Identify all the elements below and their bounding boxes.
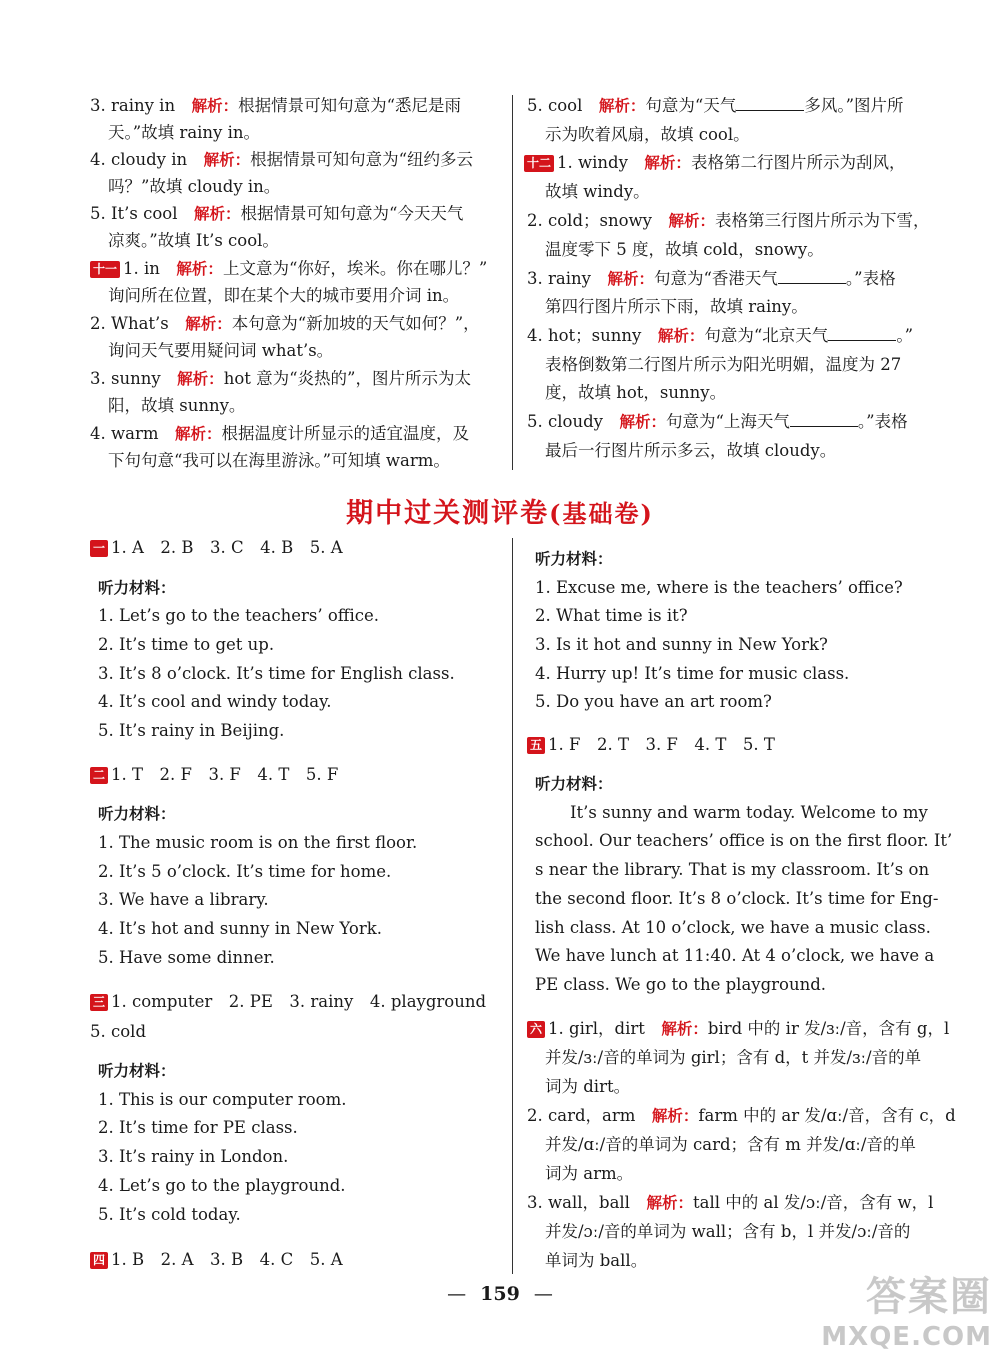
body-text: 上文意为“你好，埃米。你在哪儿？”: [222, 259, 488, 278]
answer-text: 3. rainy in: [90, 96, 176, 115]
text-line: [527, 734, 775, 756]
body-text: 根据情景可知句意为“纽约多云: [250, 150, 474, 169]
body-text: 2. It’s time to get up.: [98, 635, 275, 654]
analysis-label: 解析：: [644, 154, 691, 172]
body-text: 本句意为“新加坡的天气如何？”，: [231, 314, 480, 333]
answer-text: 3. rainy: [527, 269, 591, 288]
listening-material-heading: 听力材料：: [98, 579, 176, 597]
text-line: [90, 95, 461, 117]
body-text: school. Our teachers’ office is on the first floor. It’: [535, 831, 953, 850]
text-line: [527, 325, 913, 347]
spacer: [630, 1193, 647, 1212]
spacer: [169, 314, 186, 333]
body-text: 吗？”故填 cloudy in。: [108, 177, 281, 196]
listening-material-heading: 听力材料：: [98, 1062, 176, 1080]
text-line: [98, 889, 269, 911]
body-text: 2. It’s time for PE class.: [98, 1118, 298, 1137]
text-line: [535, 945, 934, 967]
analysis-label: 解析：: [646, 1194, 693, 1212]
text-line: [527, 1105, 956, 1127]
body-text: 2. What time is it?: [535, 606, 688, 625]
body-text: 凉爽。”故填 It’s cool。: [108, 231, 279, 250]
text-line: [545, 1076, 630, 1098]
answer-text: 2. What’s: [90, 314, 169, 333]
text-line: [98, 1146, 288, 1168]
body-text: 句意为“北京天气: [704, 326, 829, 345]
body-text-after-blank: 。”: [896, 326, 913, 345]
body-text: 词为 dirt。: [545, 1077, 631, 1096]
body-text: 3. It’s 8 o’clock. It’s time for English class.: [98, 664, 455, 683]
analysis-label: 解析：: [661, 1020, 708, 1038]
body-text: 表格倒数第二行图片所示为阳光明媚，温度为 27: [545, 355, 902, 374]
spacer: [187, 150, 204, 169]
text-line: [545, 1163, 633, 1185]
text-line: [98, 832, 417, 854]
body-text: 5. Have some dinner.: [98, 948, 275, 967]
section-title: [0, 491, 1000, 530]
body-text: 5. It’s cold today.: [98, 1205, 241, 1224]
column-divider-bottom: [512, 538, 513, 1274]
body-text: 表格第二行图片所示为刮风，: [690, 153, 906, 172]
page-number: — 159 —: [447, 1283, 553, 1305]
text-line: [90, 764, 338, 786]
text-line: [535, 888, 938, 910]
answer-text: 1. windy: [557, 153, 628, 172]
text-line: [535, 974, 826, 996]
text-line: [545, 1250, 647, 1272]
body-text: 4. Let’s go to the playground.: [98, 1176, 346, 1195]
spacer: [652, 211, 669, 230]
body-text: s near the library. That is my classroom. It’s on: [535, 860, 930, 879]
body-text: 温度零下 5 度，故填 cold，snowy。: [545, 240, 824, 259]
text-line: [535, 548, 613, 570]
body-text: 并发/ɜː/音的单词为 girl；含有 d，t 并发/ɜː/音的单: [545, 1048, 922, 1067]
spacer: [635, 1106, 652, 1125]
analysis-label: 解析：: [185, 315, 232, 333]
text-line: [527, 411, 908, 433]
body-text: 天。”故填 rainy in。: [108, 123, 261, 142]
analysis-label: 解析：: [176, 260, 223, 278]
body-text: 1. The music room is on the first floor.: [98, 833, 418, 852]
body-text: 第四行图片所示下雨，故填 rainy。: [545, 297, 808, 316]
body-text: 4. It’s cool and windy today.: [98, 692, 332, 711]
answer-text: 1. B 2. A 3. B 4. C 5. A: [111, 1250, 343, 1269]
fill-blank: [778, 269, 846, 284]
analysis-label: 解析：: [619, 413, 666, 431]
column-divider: [512, 95, 513, 470]
text-line: [535, 663, 849, 685]
body-text: tall 中的 al 发/ɔː/音，含有 w，l: [692, 1193, 934, 1212]
body-text-after-blank: 。”表格: [845, 269, 896, 288]
body-text: 3. Is it hot and sunny in New York?: [535, 635, 828, 654]
section-number-badge: 一: [90, 540, 108, 557]
watermark-bottom: MXQE.COM: [821, 1322, 992, 1352]
body-text: 根据温度计所显示的适宜温度，及: [221, 424, 469, 443]
watermark-top: 答案圈: [866, 1274, 992, 1320]
answer-text: 1. T 2. F 3. F 4. T 5. F: [111, 765, 339, 784]
body-text: 词为 arm。: [545, 1164, 634, 1183]
body-text: 1. Let’s go to the teachers’ office.: [98, 606, 380, 625]
text-line: [98, 861, 391, 883]
body-text: 询问所在位置，即在某个大的城市要用介词 in。: [108, 286, 460, 305]
section-title-main: 期中过关测评卷: [346, 498, 550, 529]
analysis-label: 解析：: [193, 205, 241, 223]
text-line: [90, 258, 487, 280]
analysis-label: 解析：: [607, 270, 654, 288]
section-number-badge: 五: [527, 737, 545, 754]
answer-text: 3. sunny: [90, 369, 161, 388]
spacer: [175, 96, 192, 115]
text-line: [545, 382, 726, 404]
text-line: [527, 1018, 949, 1040]
text-line: [527, 1192, 933, 1214]
text-line: [545, 1134, 916, 1156]
text-line: [545, 354, 901, 376]
analysis-label: 解析：: [657, 327, 705, 345]
body-text: We have lunch at 11:40. At 4 o’clock, we have a: [535, 946, 935, 965]
text-line: [90, 203, 463, 225]
listening-material-heading: 听力材料：: [535, 550, 613, 568]
body-text: 3. We have a library.: [98, 890, 269, 909]
text-line: [524, 152, 905, 174]
text-line: [98, 577, 176, 599]
spacer: [177, 204, 194, 223]
answer-text: 2. cold；snowy: [527, 211, 652, 230]
text-line: [535, 634, 828, 656]
text-line: [527, 210, 930, 232]
text-line: [98, 1204, 241, 1226]
body-text: hot 意为“炎热的”，图片所示为太: [223, 369, 471, 388]
text-line: [535, 773, 613, 795]
answer-text: 4. cloudy in: [90, 150, 188, 169]
fill-blank: [828, 326, 896, 341]
body-text: farm 中的 ar 发/ɑː/音，含有 c，d: [698, 1106, 956, 1125]
section-number-badge: 四: [90, 1252, 108, 1269]
body-text: 4. It’s hot and sunny in New York.: [98, 919, 382, 938]
body-text: 并发/ɔː/音的单词为 wall；含有 b，l 并发/ɔː/音的: [545, 1222, 911, 1241]
text-line: [545, 296, 808, 318]
body-text: It’s sunny and warm today. Welcome to my: [570, 803, 928, 822]
body-text: 4. Hurry up! It’s time for music class.: [535, 664, 850, 683]
body-text: 根据情景可知句意为“今天天气: [240, 204, 464, 223]
analysis-label: 解析：: [668, 212, 715, 230]
text-line: [570, 802, 928, 824]
spacer: [160, 259, 177, 278]
text-line: [90, 368, 471, 390]
text-line: [108, 340, 333, 362]
analysis-label: 解析：: [191, 97, 239, 115]
spacer: [641, 326, 658, 345]
fill-blank: [736, 96, 804, 111]
text-line: [545, 1221, 910, 1243]
text-line: [90, 537, 343, 559]
body-text: 3. It’s rainy in London.: [98, 1147, 289, 1166]
body-text: 单词为 ball。: [545, 1251, 648, 1270]
spacer: [161, 369, 178, 388]
text-line: [527, 268, 896, 290]
text-line: [535, 577, 903, 599]
text-line: [98, 1175, 346, 1197]
section-number-badge: 六: [527, 1021, 545, 1038]
text-line: [98, 663, 455, 685]
text-line: [108, 450, 450, 472]
page-number-value: 159: [480, 1283, 520, 1305]
text-line: [545, 1047, 921, 1069]
spacer: [582, 96, 599, 115]
text-line: [527, 95, 904, 117]
text-line: [98, 1117, 298, 1139]
body-text-after-blank: 多风。”图片所: [804, 96, 904, 115]
text-line: [98, 720, 284, 742]
text-line: [90, 991, 486, 1013]
text-line: [535, 830, 952, 852]
section-number-badge: 十一: [90, 261, 120, 278]
watermark-logo: [821, 1265, 992, 1352]
text-line: [90, 423, 469, 445]
text-line: [90, 149, 473, 171]
text-line: [98, 634, 274, 656]
answer-text: 1. girl，dirt: [548, 1019, 645, 1038]
text-line: [108, 176, 280, 198]
answer-text: 1. A 2. B 3. C 4. B 5. A: [111, 538, 343, 557]
analysis-label: 解析：: [174, 425, 222, 443]
text-line: [535, 859, 929, 881]
fill-blank: [790, 412, 858, 427]
answer-text: 5. cloudy: [527, 412, 603, 431]
text-line: [108, 285, 459, 307]
spacer: [158, 424, 175, 443]
text-line: [545, 124, 750, 146]
answer-text: 5. It’s cool: [90, 204, 178, 223]
text-line: [545, 239, 824, 261]
answer-text: 1. computer 2. PE 3. rainy 4. playground: [111, 992, 487, 1011]
body-text: 询问天气要用疑问词 what’s。: [108, 341, 334, 360]
text-line: [98, 691, 332, 713]
text-line: [98, 605, 379, 627]
text-line: [108, 122, 260, 144]
text-line: [90, 1021, 146, 1043]
body-text: 并发/ɑː/音的单词为 card；含有 m 并发/ɑː/音的单: [545, 1135, 916, 1154]
answer-text: 4. warm: [90, 424, 159, 443]
body-text: 下句句意“我可以在海里游泳。”可知填 warm。: [108, 451, 450, 470]
body-text: bird 中的 ir 发/ɜː/音，含有 g，l: [707, 1019, 950, 1038]
body-text: 根据情景可知句意为“悉尼是雨: [238, 96, 462, 115]
body-text: 最后一行图片所示多云，故填 cloudy。: [545, 441, 837, 460]
section-number-badge: 二: [90, 767, 108, 784]
body-text-after-blank: 。”表格: [857, 412, 908, 431]
section-title-sub: (基础卷): [549, 499, 654, 528]
spacer: [603, 412, 620, 431]
text-line: [98, 803, 176, 825]
body-text: 5. It’s rainy in Beijing.: [98, 721, 285, 740]
text-line: [535, 691, 772, 713]
body-text: 1. Excuse me, where is the teachers’ office?: [535, 578, 903, 597]
text-line: [90, 313, 480, 335]
text-line: [98, 1089, 346, 1111]
text-line: [98, 947, 275, 969]
spacer: [628, 153, 645, 172]
text-line: [535, 605, 688, 627]
body-text: the second floor. It’s 8 o’clock. It’s time for Eng-: [535, 889, 939, 908]
listening-material-heading: 听力材料：: [535, 775, 613, 793]
body-text: 1. This is our computer room.: [98, 1090, 347, 1109]
analysis-label: 解析：: [651, 1107, 699, 1125]
body-text: 句意为“上海天气: [665, 412, 790, 431]
listening-material-heading: 听力材料：: [98, 805, 176, 823]
text-line: [108, 395, 245, 417]
body-text: 示为吹着风扇，故填 cool。: [545, 125, 750, 144]
text-line: [108, 230, 279, 252]
analysis-label: 解析：: [598, 97, 646, 115]
text-line: [545, 440, 836, 462]
text-line: [98, 1060, 176, 1082]
body-text: 表格第三行图片所示为下雪，: [715, 211, 930, 230]
analysis-label: 解析：: [177, 370, 224, 388]
text-line: [98, 918, 382, 940]
answer-text: 2. card，arm: [527, 1106, 636, 1125]
body-text: 2. It’s 5 o’clock. It’s time for home.: [98, 862, 392, 881]
section-number-badge: 十二: [524, 155, 554, 172]
body-text: lish class. At 10 o’clock, we have a music class.: [535, 918, 931, 937]
body-text: 5. cold: [90, 1022, 147, 1041]
body-text: 句意为“香港天气: [653, 269, 778, 288]
spacer: [591, 269, 608, 288]
text-line: [535, 917, 931, 939]
body-text: 阳，故填 sunny。: [108, 396, 246, 415]
answer-text: 5. cool: [527, 96, 583, 115]
analysis-label: 解析：: [203, 151, 251, 169]
body-text: 句意为“天气: [645, 96, 737, 115]
answer-text: 4. hot；sunny: [527, 326, 642, 345]
body-text: 故填 windy。: [545, 182, 650, 201]
body-text: 5. Do you have an art room?: [535, 692, 772, 711]
answer-text: 3. wall，ball: [527, 1193, 630, 1212]
section-number-badge: 三: [90, 994, 108, 1011]
answer-text: 1. in: [123, 259, 160, 278]
text-line: [90, 1249, 343, 1271]
body-text: PE class. We go to the playground.: [535, 975, 827, 994]
answer-text: 1. F 2. T 3. F 4. T 5. T: [548, 735, 775, 754]
spacer: [645, 1019, 662, 1038]
text-line: [545, 181, 650, 203]
body-text: 度，故填 hot，sunny。: [545, 383, 727, 402]
